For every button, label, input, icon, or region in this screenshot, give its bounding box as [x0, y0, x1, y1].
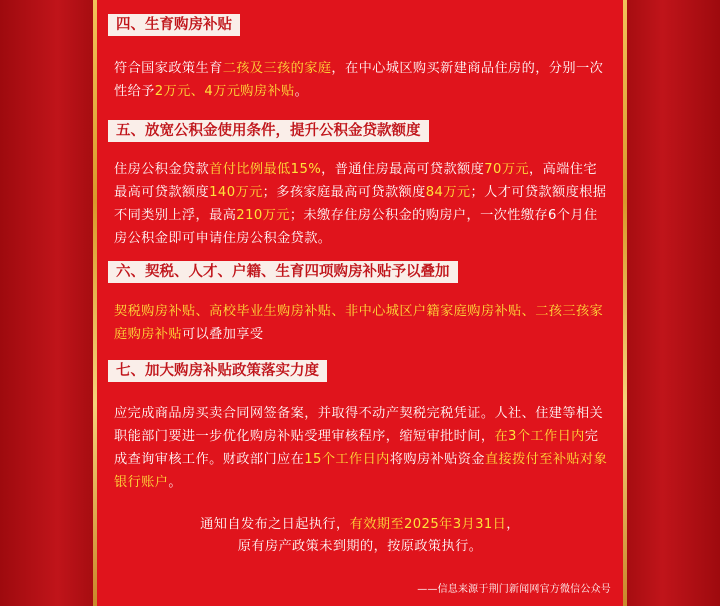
body-text: ；人才可贷款额度根据不同类别上浮，最高	[114, 185, 607, 223]
body-text: 将购房补贴资金	[389, 452, 485, 467]
notice-suffix: ，	[506, 517, 520, 532]
section-heading-6: 六、契税、人才、户籍、生育四项购房补贴予以叠加	[108, 261, 458, 283]
body-text: ；未缴存住房公积金的购房户，一次性缴存6个月住房公积金即可申请住房公积金贷款。	[114, 208, 598, 246]
highlight-text: 在3个工作日内	[494, 429, 585, 444]
section-heading-4: 四、生育购房补贴	[108, 14, 240, 36]
highlight-text: 84万元	[425, 185, 471, 200]
body-text: 。	[168, 475, 182, 490]
highlight-text: 210万元	[236, 208, 290, 223]
highlight-text: 首付比例最低15%	[209, 162, 322, 177]
body-text: 符合国家政策生育	[114, 61, 223, 76]
section-paragraph-5	[114, 158, 609, 250]
highlight-text: 直接拨付至补贴对象银行账户	[114, 452, 608, 490]
decorative-frame-left	[0, 0, 96, 606]
body-text: ，高端住宅最高可贷款额度	[114, 162, 597, 200]
gold-border-right	[623, 0, 627, 606]
body-text: 可以叠加享受	[181, 327, 264, 342]
notice-prefix: 通知自发布之日起执行，	[200, 517, 350, 532]
section-paragraph-7	[114, 402, 609, 494]
highlight-text: 15个工作日内	[304, 452, 390, 467]
body-text: 住房公积金贷款	[114, 162, 210, 177]
notice-line-2: 原有房产政策未到期的，按原政策执行。	[237, 539, 483, 554]
body-text: ，普通住房最高可贷款额度	[321, 162, 485, 177]
notice-validity: 有效期至2025年3月31日	[349, 517, 507, 532]
body-text: 完成查询审核工作。财政部门应在	[114, 429, 599, 467]
body-text: ，在中心城区购买新建商品住房的，分别一次性给予	[114, 61, 604, 99]
body-text: ；多孩家庭最高可贷款额度	[262, 185, 426, 200]
section-heading-5: 五、放宽公积金使用条件，提升公积金贷款额度	[108, 120, 429, 142]
section-paragraph-6	[114, 300, 609, 346]
highlight-text: 70万元	[484, 162, 529, 177]
decorative-frame-right	[624, 0, 720, 606]
body-text: 应完成商品房买卖合同网签备案，并取得不动产契税完税凭证。人社、住建等相关职能部门要进一步优化购房补贴受理审核程序，缩短审批时间，	[114, 406, 604, 444]
highlight-text: 二孩及三孩的家庭	[222, 61, 332, 76]
highlight-text: 2万元、4万元购房补贴	[154, 84, 295, 99]
notice-line-1	[97, 514, 623, 536]
section-paragraph-4	[114, 57, 609, 103]
effective-notice	[97, 514, 623, 558]
section-heading-7: 七、加大购房补贴政策落实力度	[108, 360, 327, 382]
highlight-text: 140万元	[209, 185, 263, 200]
highlight-text: 契税购房补贴、高校毕业生购房补贴、非中心城区户籍家庭购房补贴、二孩三孩家庭购房补贴	[114, 304, 604, 342]
body-text: 。	[294, 84, 309, 99]
source-attribution: ——信息来源于荆门新闻网官方微信公众号	[417, 584, 611, 595]
policy-panel	[97, 0, 623, 606]
